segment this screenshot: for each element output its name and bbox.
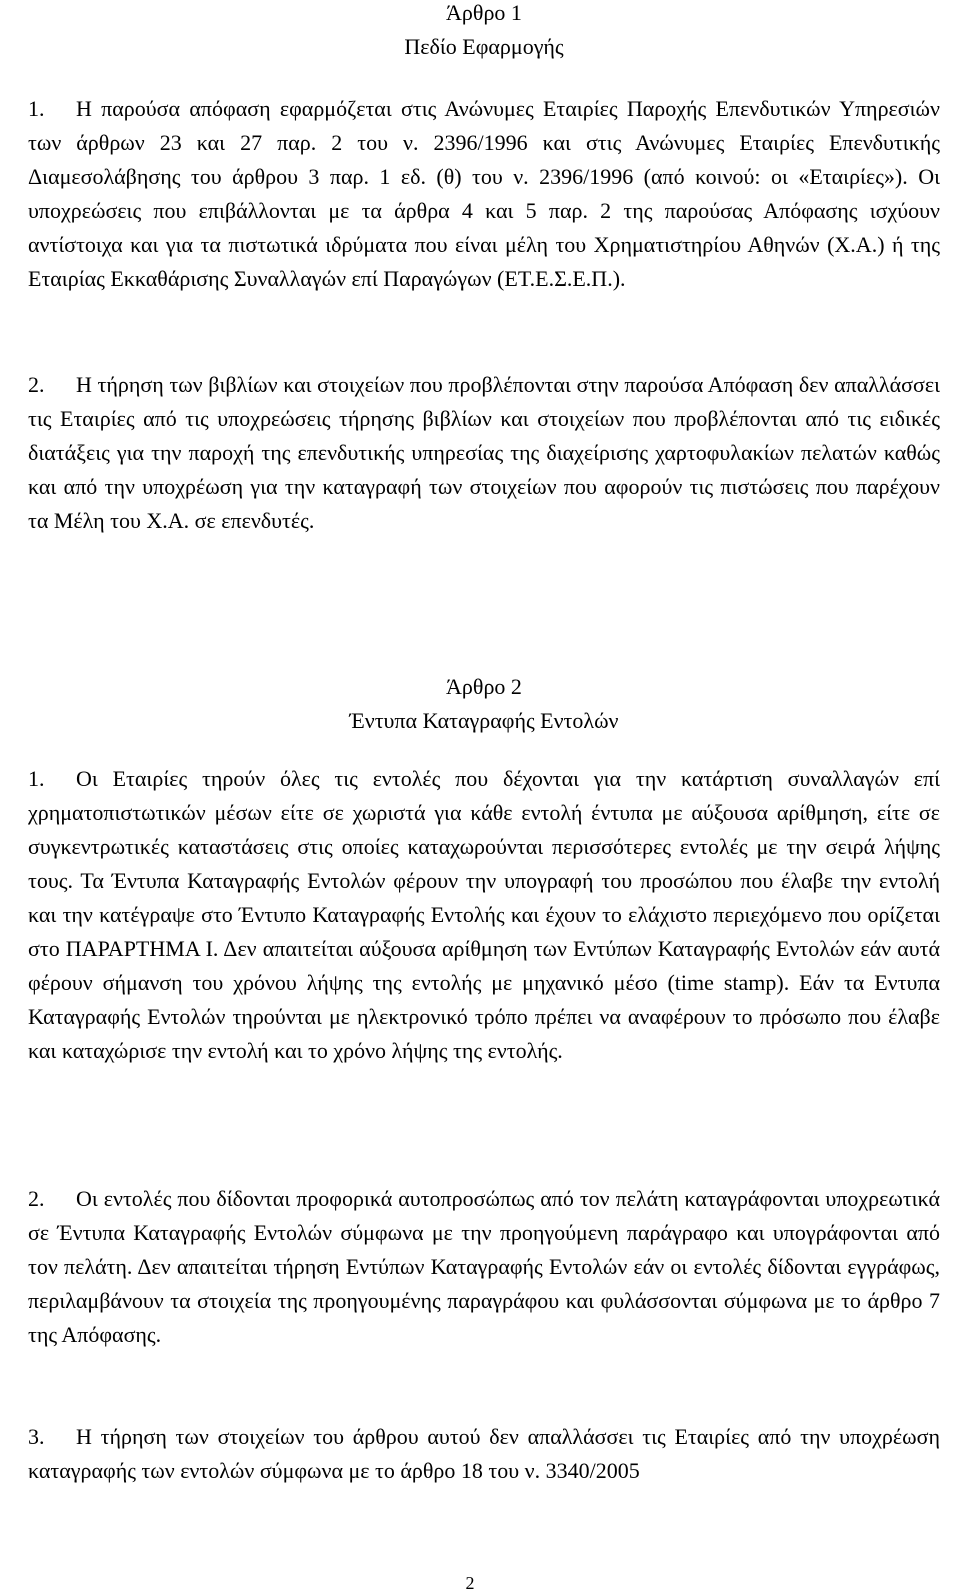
article-2-paragraph-1	[28, 762, 940, 1068]
article-2-paragraph-2	[28, 1182, 940, 1352]
paragraph-number: 2.	[28, 1186, 45, 1211]
article-1-paragraph-2	[28, 368, 940, 538]
paragraph-number: 2.	[28, 372, 45, 397]
paragraph-text: Η παρούσα απόφαση εφαρμόζεται στις Ανώνυμες Εταιρίες Παροχής Επενδυτικών Υπηρεσιών των άρθρων 23 και 27 παρ. 2 του ν. 2396/1996 και στις Ανώνυμες Εταιρίες Επενδυτικής Διαμεσολάβησης του άρθρου 3 παρ. 1 εδ. (θ) του ν. 2396/1996 (από κοινού: οι «Εταιρίες»). Οι υποχρεώσεις που επιβάλλονται με τα άρθρα 4 και 5 παρ. 2 της παρούσας Απόφασης ισχύουν αντίστοιχα και για τα πιστωτικά ιδρύματα που είναι μέλη του Χρηματιστηρίου Αθηνών (Χ.Α.) ή της Εταιρίας Εκκαθάρισης Συναλλαγών επί Παραγώγων (ΕΤ.Ε.Σ.Ε.Π.).	[28, 96, 940, 291]
article-2-title: Άρθρο 2	[446, 674, 522, 699]
paragraph-number: 3.	[28, 1424, 45, 1449]
paragraph-number: 1.	[28, 96, 45, 121]
article-2-subtitle: Έντυπα Καταγραφής Εντολών	[349, 708, 619, 733]
article-1-paragraph-1	[28, 92, 940, 296]
article-1-heading	[28, 0, 940, 64]
page-number: 2	[465, 1573, 475, 1593]
paragraph-text: Οι Εταιρίες τηρούν όλες τις εντολές που δέχονται για την κατάρτιση συναλλαγών επί χρηματοπιστωτικών μέσων είτε σε χωριστά για κάθε εντολή έντυπα με αύξουσα αρίθμηση, είτε σε συγκεντρωτικές καταστάσεις στις οποίες καταχωρούνται περισσότερες εντολές με την σειρά λήψης τους. Τα Έντυπα Καταγραφής Εντολών φέρουν την υπογραφή του προσώπου που έλαβε την εντολή και την κατέγραψε στο Έντυπο Καταγραφής Εντολής και έχουν το ελάχιστο περιεχόμενο που ορίζεται στο ΠΑΡΑΡΤΗΜΑ Ι. Δεν απαιτείται αύξουσα αρίθμηση των Εντύπων Καταγραφής Εντολών εάν αυτά φέρουν σήμανση του χρόνου λήψης της εντολής με μηχανικό μέσο (time stamp). Εάν τα Εντυπα Καταγραφής Εντολών τηρούνται με ηλεκτρονικό τρόπο πρέπει να αναφέρουν το πρόσωπο που έλαβε και καταχώρισε την εντολή και το χρόνο λήψης της εντολής.	[28, 766, 940, 1063]
article-1-title: Άρθρο 1	[446, 0, 522, 25]
paragraph-number: 1.	[28, 766, 45, 791]
article-2-heading	[28, 670, 940, 738]
paragraph-text: Οι εντολές που δίδονται προφορικά αυτοπροσώπως από τον πελάτη καταγράφονται υποχρεωτικά σε Έντυπα Καταγραφής Εντολών σύμφωνα με την προηγούμενη παράγραφο και υπογράφονται από τον πελάτη. Δεν απαιτείται τήρηση Εντύπων Καταγραφής Εντολών εάν οι εντολές δίδονται εγγράφως, περιλαμβάνουν τα στοιχεία της προηγουμένης παραγράφου και φυλάσσονται σύμφωνα με το άρθρο 7 της Απόφασης.	[28, 1186, 940, 1347]
article-2-paragraph-3	[28, 1420, 940, 1488]
paragraph-text: Η τήρηση των στοιχείων του άρθρου αυτού δεν απαλλάσσει τις Εταιρίες από την υποχρέωση καταγραφής των εντολών σύμφωνα με το άρθρο 18 του ν. 3340/2005	[28, 1424, 940, 1483]
paragraph-text: Η τήρηση των βιβλίων και στοιχείων που προβλέπονται στην παρούσα Απόφαση δεν απαλλάσσει τις Εταιρίες από τις υποχρεώσεις τήρησης βιβλίων και στοιχείων που προβλέπονται από τις ειδικές διατάξεις για την παροχή της επενδυτικής υπηρεσίας της διαχείρισης χαρτοφυλακίων πελατών καθώς και από την υποχρέωση για την καταγραφή των στοιχείων που αφορούν τις πιστώσεις που παρέχουν τα Μέλη του Χ.Α. σε επενδυτές.	[28, 372, 940, 533]
article-1-subtitle: Πεδίο Εφαρμογής	[404, 34, 564, 59]
